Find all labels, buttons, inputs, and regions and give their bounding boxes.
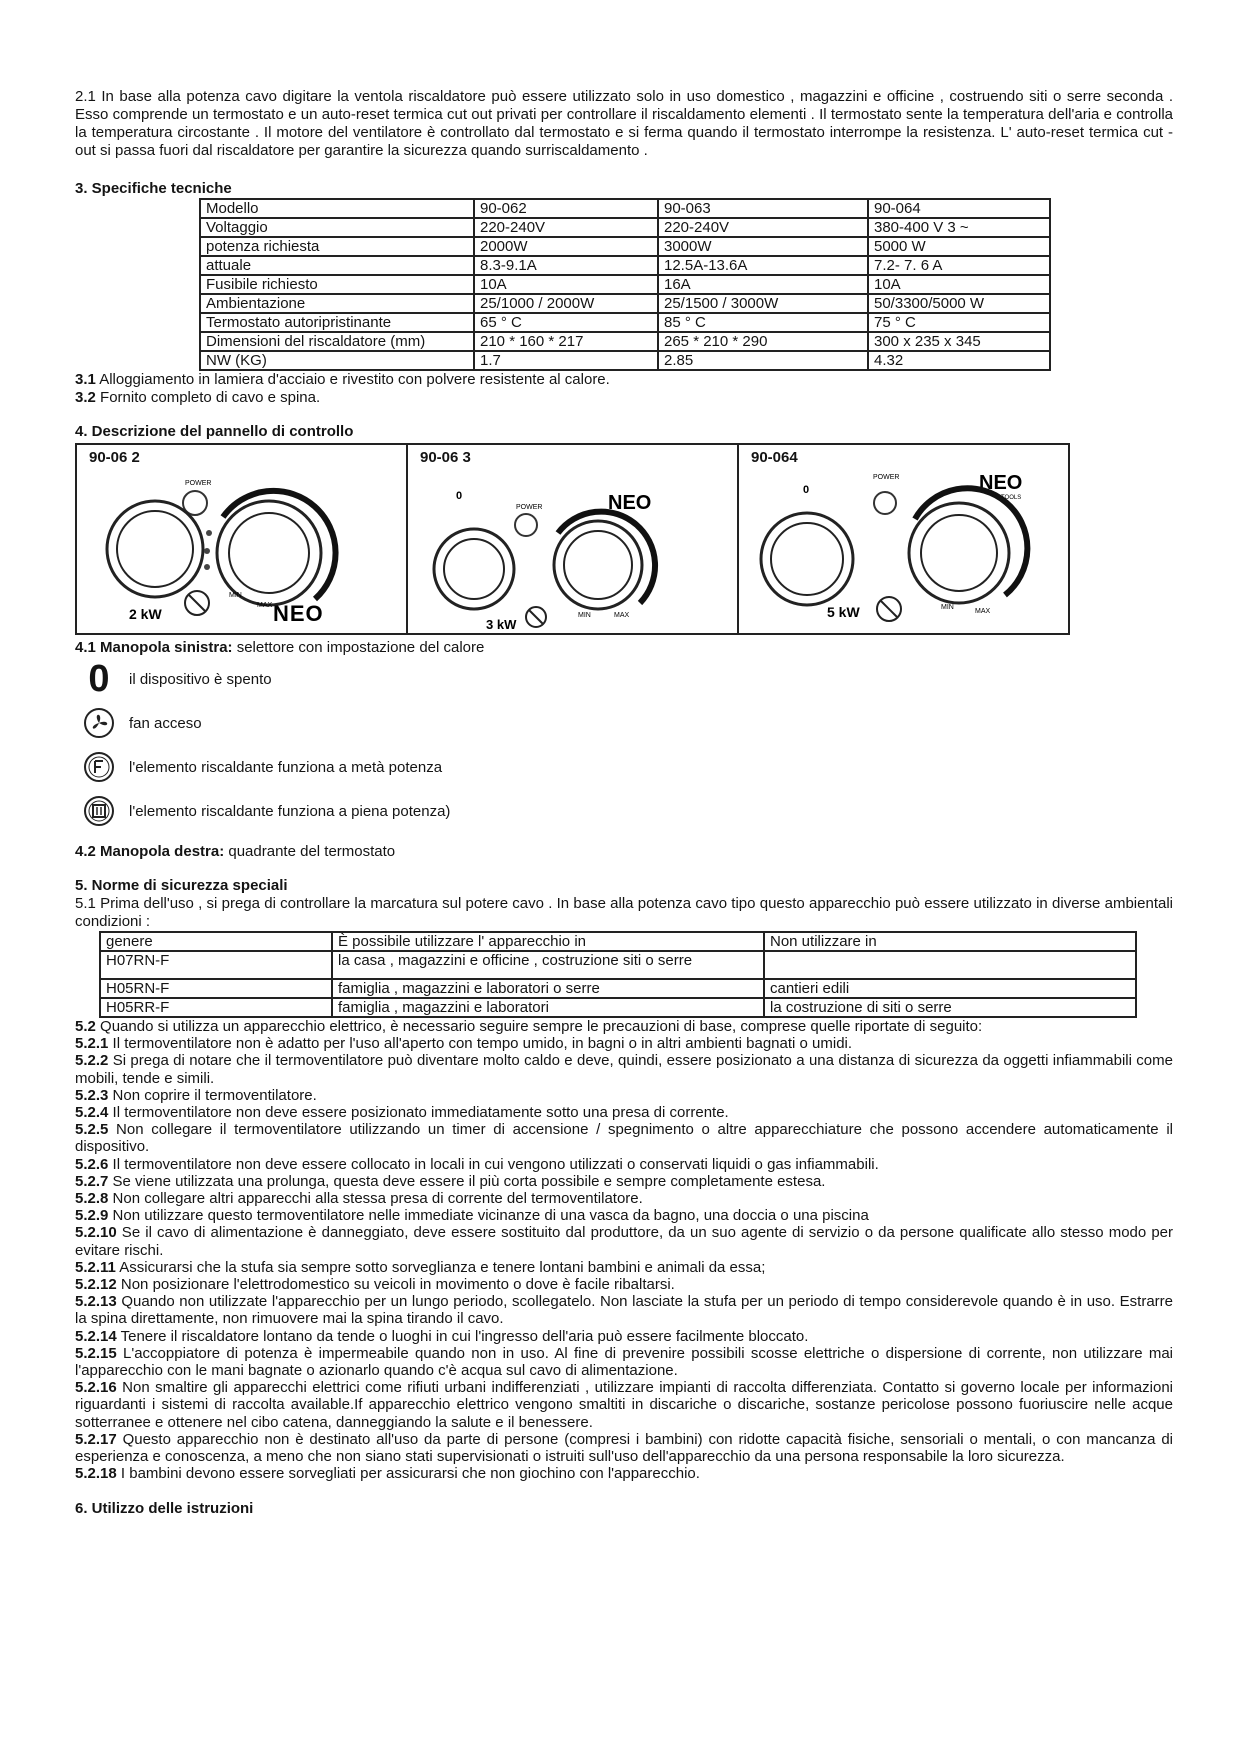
thermostat-knob	[554, 512, 655, 609]
spec-cell: 4.32	[868, 351, 1050, 370]
knob-left-legend	[75, 657, 1173, 833]
knob-zero-mark: 0	[803, 484, 810, 496]
brand-logo: NEO	[979, 472, 1023, 494]
legend-half-power	[75, 745, 1173, 789]
spec-row	[200, 351, 1050, 370]
legend-text: il dispositivo è spento	[129, 670, 272, 688]
safety-rule: 5.2.7 Se viene utilizzata una prolunga, questa deve essere il più corta possibile e sempre completamente estesa.	[75, 1172, 826, 1190]
half-power-icon	[82, 750, 116, 784]
norm-cell	[764, 951, 1136, 979]
spec-cell: 25/1500 / 3000W	[658, 294, 868, 313]
panel-label: 90-06 2	[89, 449, 140, 466]
norm-cell: famiglia , magazzini e laboratori	[332, 998, 764, 1017]
rule-5-1: 5.1 Prima dell'uso , si prega di controllare la marcatura sul potere cavo . In base alla potenza cavo tipo questo apparecchio può essere utilizzato in diverse ambientali condizioni :	[75, 895, 1173, 930]
safety-rule: 5.2.11 Assicurarsi che la stufa sia sempre sotto sorveglianza e tenere lontani bambini e animali da essa;	[75, 1258, 766, 1276]
safety-rule: 5.2.9 Non utilizzare questo termoventilatore nelle immediate vicinanze di una vasca da bagno, una doccia o una piscina	[75, 1207, 869, 1225]
safety-rule: 5.2.16 Non smaltire gli apparecchi elettrici come rifiuti urbani indifferenziati , utilizzare impianti di raccolta differenziata. Contatto si governo locale per informazioni riguardanti i sistemi di raccolta available.If apparecchio elettrico vengono smaltiti in discariche o discariche, sostanze pericolose possono fuoriuscire nelle acque sotterranee e ottenere nel cibo catena, danneggiando la salute e il benessere.	[75, 1379, 1173, 1431]
safety-rule: 5.2.1 Il termoventilatore non è adatto per l'uso all'aperto con tempo umido, in bagni o in altri ambienti bagnati o umidi.	[75, 1035, 853, 1053]
safety-rule: 5.2.13 Quando non utilizzate l'apparecchio per un lungo periodo, scollegatelo. Non lasciate la stufa per un periodo di tempo considerevole quando è in uso. Estrarre la spina direttamente, non rimuovere mai la spina tirando il cavo.	[75, 1293, 1173, 1328]
spec-cell: 7.2- 7. 6 A	[868, 256, 1050, 275]
norm-row	[100, 932, 1136, 951]
power-lamp-icon	[873, 474, 899, 514]
spec-cell: 1.7	[474, 351, 658, 370]
spec-row	[200, 275, 1050, 294]
norm-cell: cantieri edili	[764, 979, 1136, 998]
safety-rule: 5.2.17 Questo apparecchio non è destinato all'uso da parte di persone (compresi i bambini) con ridotte capacità fisiche, sensoriali o mentali, o con mancanza di esperienza e conoscenza, a meno che non siano stati supervisionati o istruiti sull'uso dell'apparecchio da una persona responsabile la loro sicurezza.	[75, 1430, 1173, 1466]
spec-cell: 90-062	[474, 199, 658, 218]
legend-text: fan acceso	[129, 714, 202, 732]
warning-icon	[877, 597, 901, 621]
spec-cell: Modello	[200, 199, 474, 218]
section-6-heading: 6. Utilizzo delle istruzioni	[75, 1500, 254, 1518]
spec-cell: Dimensioni del riscaldatore (mm)	[200, 332, 474, 351]
spec-cell: 25/1000 / 2000W	[474, 294, 658, 313]
spec-cell: Fusibile richiesto	[200, 275, 474, 294]
spec-cell: 90-063	[658, 199, 868, 218]
spec-cell: 10A	[474, 275, 658, 294]
safety-rules	[75, 1018, 1173, 1482]
spec-cell: 85 ° C	[658, 313, 868, 332]
norm-cell: È possibile utilizzare l' apparecchio in	[332, 932, 764, 951]
spec-row	[200, 294, 1050, 313]
safety-heading: 5. Norme di sicurezza speciali	[75, 877, 288, 894]
safety-rule: 5.2.6 Il termoventilatore non deve essere collocato in locali in cui vengono utilizzati o conservati liquidi o gas infiammabili.	[75, 1155, 879, 1173]
spec-row	[200, 218, 1050, 237]
spec-row	[200, 237, 1050, 256]
selector-knob	[107, 501, 203, 597]
svg-text:MAX: MAX	[975, 608, 991, 615]
norm-cell: H05RN-F	[100, 979, 332, 998]
legend-off	[75, 657, 1173, 701]
safety-rule: 5.2.12 Non posizionare l'elettrodomestico su veicoli in movimento o dove è facile ribaltarsi.	[75, 1276, 675, 1294]
svg-text:MIN: MIN	[578, 612, 591, 619]
legend-full-power	[75, 789, 1173, 833]
norm-cell: la casa , magazzini e officine , costruzione siti o serre	[332, 951, 764, 979]
safety-rule: 5.2.10 Se il cavo di alimentazione è danneggiato, deve essere sostituito dal produttore, da un suo agente di servizio o da persone qualificate allo stesso modo per evitare rischi.	[75, 1224, 1173, 1259]
specs-table	[199, 198, 1051, 371]
spec-cell: attuale	[200, 256, 474, 275]
specs-heading: 3. Specifiche tecniche	[75, 180, 232, 197]
panel-heading: 4. Descrizione del pannello di controllo	[75, 423, 354, 440]
cable-norm-table	[99, 931, 1137, 1018]
control-panel-drawing	[408, 469, 733, 631]
brand-logo: NEO	[273, 601, 324, 626]
norm-row	[100, 951, 1136, 979]
zero-icon: 0	[88, 658, 110, 700]
power-rating: 3 kW	[486, 617, 517, 631]
panel-90-062	[77, 445, 408, 633]
spec-cell: 2000W	[474, 237, 658, 256]
spec-cell: potenza richiesta	[200, 237, 474, 256]
mode-symbols	[204, 530, 212, 570]
spec-row	[200, 332, 1050, 351]
svg-text:POWER: POWER	[185, 480, 212, 487]
norm-cell: la costruzione di siti o serre	[764, 998, 1136, 1017]
selector-knob	[761, 513, 853, 605]
spec-cell: 16A	[658, 275, 868, 294]
spec-row	[200, 313, 1050, 332]
manual-page	[75, 88, 1173, 1518]
spec-cell: Termostato autoripristinante	[200, 313, 474, 332]
knob-zero-mark: 0	[456, 490, 463, 502]
knob-left-title: 4.1 Manopola sinistra: selettore con impostazione del calore	[75, 639, 485, 656]
legend-text: l'elemento riscaldante funziona a piena potenza)	[129, 802, 451, 820]
spec-cell: 8.3-9.1A	[474, 256, 658, 275]
panel-label: 90-06 3	[420, 449, 471, 466]
spec-cell: Ambientazione	[200, 294, 474, 313]
spec-cell: NW (KG)	[200, 351, 474, 370]
safety-rule: 5.2.5 Non collegare il termoventilatore utilizzando un timer di accensione / spegnimento o altre apparecchiature che possono accendere automaticamente il dispositivo.	[75, 1121, 1173, 1156]
control-panel-drawing	[739, 469, 1064, 631]
norm-cell: Non utilizzare in	[764, 932, 1136, 951]
control-panel-drawing	[77, 469, 402, 631]
power-lamp-icon	[183, 480, 211, 515]
svg-text:TOOLS: TOOLS	[1001, 495, 1022, 501]
spec-note-2: 3.2 Fornito completo di cavo e spina.	[75, 389, 321, 406]
safety-rule: 5.2.3 Non coprire il termoventilatore.	[75, 1086, 317, 1104]
spec-cell: 265 * 210 * 290	[658, 332, 868, 351]
spec-note-1: 3.1 Alloggiamento in lamiera d'acciaio e rivestito con polvere resistente al calore.	[75, 371, 610, 388]
power-rating: 2 kW	[129, 606, 162, 622]
selector-knob	[434, 529, 514, 609]
intro-paragraph: 2.1 In base alla potenza cavo digitare la ventola riscaldatore può essere utilizzato solo in uso domestico , magazzini e officine , costruendo siti o serre seconda . Esso comprende un termostato e un auto-reset termica cut out privati per controllare il riscaldamento elementi . Il termostato sente la temperatura dell'aria e controlla la temperatura circostante . Il motore del ventilatore è controllato dal termostato e si ferma quando il termostato interrompe la resistenza. L' auto-reset termica cut -out si passa fuori dal riscaldatore per garantire la sicurezza quando surriscaldamento .	[75, 88, 1173, 159]
spec-cell: 3000W	[658, 237, 868, 256]
spec-cell: Voltaggio	[200, 218, 474, 237]
spec-row	[200, 256, 1050, 275]
safety-rule: 5.2 Quando si utilizza un apparecchio elettrico, è necessario seguire sempre le precauzioni di base, comprese quelle riportate di seguito:	[75, 1018, 983, 1035]
control-panel-figures	[75, 443, 1070, 635]
spec-cell: 65 ° C	[474, 313, 658, 332]
thermostat-knob	[909, 488, 1027, 603]
safety-rule: 5.2.14 Tenere il riscaldatore lontano da tende o luoghi in cui l'ingresso dell'aria può essere facilmente bloccato.	[75, 1327, 809, 1345]
spec-cell: 75 ° C	[868, 313, 1050, 332]
knob-right-title: 4.2 Manopola destra: quadrante del termostato	[75, 843, 396, 860]
thermostat-knob	[217, 491, 336, 605]
svg-text:MIN: MIN	[941, 604, 954, 611]
brand-logo: NEO	[608, 492, 652, 514]
safety-rule: 5.2.8 Non collegare altri apparecchi alla stessa presa di corrente del termoventilatore.	[75, 1190, 643, 1208]
legend-text: l'elemento riscaldante funziona a metà potenza	[129, 758, 443, 776]
svg-text:POWER: POWER	[873, 474, 900, 481]
norm-cell: famiglia , magazzini e laboratori o serre	[332, 979, 764, 998]
safety-rule: 5.2.15 L'accoppiatore di potenza è impermeabile quando non in uso. Al fine di prevenire possibili scosse elettriche o dispersione di corrente, non utilizzare mai l'apparecchio con le mani bagnate o azionarlo quando c'è acqua sul cavo di alimentazione.	[75, 1344, 1173, 1380]
spec-cell: 220-240V	[658, 218, 868, 237]
norm-cell: H05RR-F	[100, 998, 332, 1017]
svg-text:MAX: MAX	[614, 612, 630, 619]
norm-cell: H07RN-F	[100, 951, 332, 979]
norm-row	[100, 998, 1136, 1017]
safety-rule: 5.2.4 Il termoventilatore non deve essere posizionato immediatamente sotto una presa di corrente.	[75, 1104, 729, 1122]
spec-cell: 10A	[868, 275, 1050, 294]
norm-row	[100, 979, 1136, 998]
safety-rule: 5.2.18 I bambini devono essere sorvegliati per assicurarsi che non giochino con l'apparecchio.	[75, 1465, 700, 1483]
legend-fan	[75, 701, 1173, 745]
power-rating: 5 kW	[827, 604, 860, 620]
fan-icon	[82, 706, 116, 740]
spec-cell: 210 * 160 * 217	[474, 332, 658, 351]
spec-cell: 380-400 V 3 ~	[868, 218, 1050, 237]
spec-cell: 220-240V	[474, 218, 658, 237]
spec-row	[200, 199, 1050, 218]
panel-label: 90-064	[751, 449, 798, 466]
svg-text:MAX: MAX	[257, 602, 273, 609]
panel-90-063	[408, 445, 739, 633]
panel-90-064	[739, 445, 1068, 633]
power-lamp-icon	[515, 504, 542, 536]
norm-cell: genere	[100, 932, 332, 951]
warning-icon	[185, 591, 209, 615]
spec-cell: 5000 W	[868, 237, 1050, 256]
spec-cell: 50/3300/5000 W	[868, 294, 1050, 313]
spec-cell: 2.85	[658, 351, 868, 370]
warning-icon	[526, 607, 546, 627]
svg-text:MIN: MIN	[229, 592, 242, 599]
spec-cell: 300 x 235 x 345	[868, 332, 1050, 351]
svg-text:POWER: POWER	[516, 504, 543, 511]
full-power-icon	[82, 794, 116, 828]
spec-cell: 12.5A-13.6A	[658, 256, 868, 275]
safety-rule: 5.2.2 Si prega di notare che il termoventilatore può diventare molto caldo e deve, quindi, essere posizionato a una distanza di sicurezza da oggetti infiammabili come mobili, tende e simili.	[75, 1052, 1173, 1087]
spec-cell: 90-064	[868, 199, 1050, 218]
